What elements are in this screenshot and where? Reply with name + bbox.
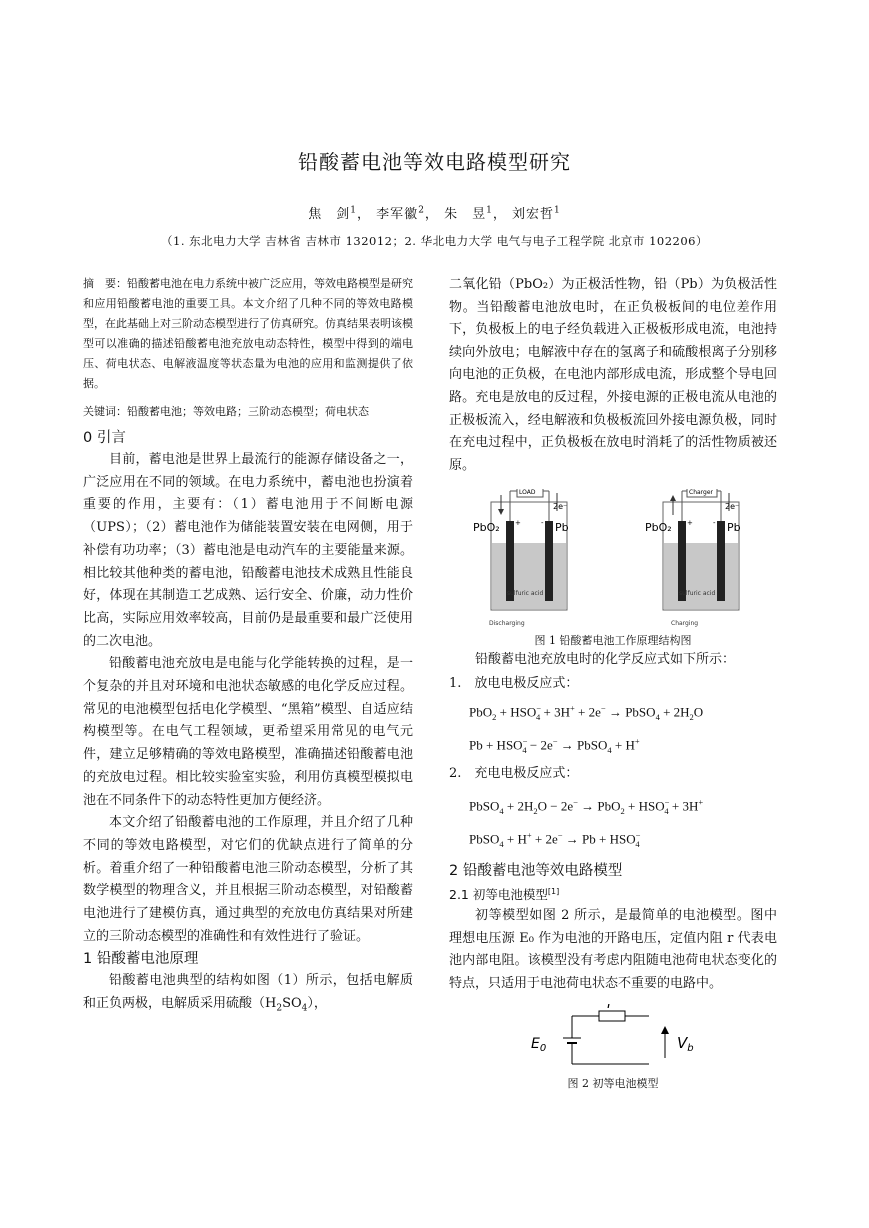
figure-1-caption: 图 1 铅酸蓄电池工作原理结构图 <box>534 634 692 648</box>
subsection-heading-2-1 <box>449 882 777 905</box>
section-heading-intro: 0 引言 <box>83 430 126 446</box>
charging-label: Charging <box>671 620 699 628</box>
figure-2 <box>449 1004 777 1078</box>
section-heading-model: 2 铅酸蓄电池等效电路模型 <box>449 862 623 879</box>
figure-2-caption: 图 2 初等电池模型 <box>567 1076 659 1090</box>
left-column <box>83 274 413 1020</box>
author-name: 朱 昱 <box>444 207 487 222</box>
source-subscript: 0 <box>539 1042 547 1054</box>
source-label <box>531 1036 546 1054</box>
subsection-title: 2.1 初等电池模型 <box>449 886 548 902</box>
electron-label: 2e⁻ <box>553 502 568 512</box>
equation-3: PbSO$_4$ + $2H_2O - 2e^- \to PbO_2 + HSO^-_4 + 3H^+$ <box>469 796 704 816</box>
voltage-label <box>677 1034 694 1054</box>
abstract-label: 摘 要： <box>83 277 127 290</box>
abstract-text: 铅酸蓄电池在电力系统中被广泛应用，等效电路模型是研究和应用铅酸蓄电池的重要工具。本文介绍了几种不同的等效电路模型，在此基础上对三阶动态模型进行了仿真研究。仿真结果表明该模型可以准确的描述铅酸蓄电池充放电动态特性，模型中得到的端电压、荷电状态、电解液温度等状态量为电池的应用和监测提供了依据。 <box>83 277 413 390</box>
principle-paragraph-2: 二氧化铅（PbO₂）为正极活性物，铅（Pb）为负极活性物。当铅酸蓄电池放电时，在正负极板间的电位差作用下，负极板上的电子经负载进入正极板形成电流，电池持续向外放电；电解液中存在的氢离子和硫酸根离子分别移向电池的正负极，在电池内部形成电流，形成整个导电回路。充电是放电的反过程，外接电源的正极电流从电池的正极板流入，经电解液和负极板流回外接电源负极，同时在充电过程中，正负极板在放电时消耗了的活性物质被还原。 <box>449 277 777 473</box>
charger-label: Charger <box>689 489 713 497</box>
author-affil-mark: 1 <box>553 205 561 216</box>
acid-label: sulfuric acid <box>507 590 544 598</box>
keywords-text: 铅酸蓄电池；等效电路；三阶动态模型；荷电状态 <box>127 405 369 418</box>
plus-sign: + <box>515 519 521 528</box>
figure-1 <box>449 489 777 648</box>
pbo2-label: PbO₂ <box>473 521 500 535</box>
resistor-label: r <box>607 1003 613 1012</box>
equation-2: $Pb + HSO^-_4 - 2e^-$ → PbSO$_4$ + H+ <box>469 735 640 755</box>
discharging-cell <box>473 489 569 627</box>
pbo2-label: PbO₂ <box>645 521 672 535</box>
author-affil-mark: 2 <box>418 205 425 216</box>
author-name: 焦 剑 <box>308 207 351 222</box>
voltage-symbol: V <box>677 1033 688 1052</box>
intro-paragraph-3: 本文介绍了铅酸蓄电池的工作原理，并且介绍了几种不同的等效电路模型，对它们的优缺点进行了简单的分析。着重介绍了一种铅酸蓄电池三阶动态模型，分析了其数学模型的物理含义，并且根据三阶动态模型，对铅酸蓄电池进行了建模仿真，通过典型的充放电仿真结果对所建立的三阶动态模型的准确性和有效性进行了验证。 <box>83 815 413 944</box>
section-heading-principle: 1 铅酸蓄电池原理 <box>83 951 199 968</box>
abstract <box>83 274 413 394</box>
keywords <box>83 402 413 421</box>
pb-label: Pb <box>555 521 569 535</box>
principle-text-a: 铅酸蓄电池典型的结构如图（1）所示，包括电解质和正负两极，电解质采用硫酸（H <box>83 973 413 1012</box>
minus-sign: - <box>541 519 544 528</box>
electron-label: 2e⁻ <box>725 502 740 512</box>
acid-label: sulfuric acid <box>679 590 716 598</box>
author-list: 焦 剑$^1$， 李军徽$^2$， 朱 昱$^1$， 刘宏哲$^1$ <box>308 205 561 222</box>
charging-cell <box>645 489 741 627</box>
author-affil-mark: 1 <box>350 205 358 216</box>
figure-2-circuit <box>449 1004 777 1082</box>
load-label: LOAD <box>519 489 536 497</box>
author-affil-mark: 1 <box>486 205 493 216</box>
voltage-subscript: b <box>687 1042 694 1054</box>
equation-1: $PbO_2 + HSO^-_4 + 3H^+ + 2e^-$ → PbSO$_4$ + $2H_2O$ <box>469 703 704 722</box>
reference-mark: [1] <box>547 886 560 896</box>
pb-label: Pb <box>727 521 741 535</box>
source-symbol: E <box>531 1035 540 1052</box>
principle-text-b: ）， <box>307 996 327 1012</box>
minus-sign: - <box>713 519 716 528</box>
affiliation: （1. 东北电力大学 吉林省 吉林市 132012；2. 华北电力大学 电气与电子工程学院 北京市 102206） <box>161 234 708 248</box>
equation-4: PbSO$_4$ + $H^+ + 2e^- \to Pb + HSO^-_4$ <box>469 829 641 849</box>
intro-paragraph-2: 铅酸蓄电池充放电是电能与化学能转换的过程，是一个复杂的并且对环境和电池状态敏感的电化学反应过程。常见的电池模型包括电化学模型、“黑箱”模型、自适应结构模型等。在电气工程领域，更希望采用常见的电气元件，建立足够精确的等效电路模型，准确描述铅酸蓄电池的充放电过程。相比较实验室实验，利用仿真模型模拟电池在不同条件下的动态特性更加方便经济。 <box>83 656 413 808</box>
keywords-label: 关键词： <box>83 405 127 418</box>
charge-label: 2. 充电电极反应式： <box>449 765 579 781</box>
discharging-label: Discharging <box>489 620 525 628</box>
right-column <box>449 274 777 1092</box>
figure-1-diagram <box>449 489 777 629</box>
paper-title: 铅酸蓄电池等效电路模型研究 <box>298 150 571 174</box>
reaction-intro: 铅酸蓄电池充放电时的化学反应式如下所示： <box>475 652 736 668</box>
subsection-2-1-paragraph: 初等模型如图 2 所示，是最简单的电池模型。图中理想电压源 E₀ 作为电池的开路电压，定值内阻 r 代表电池内部电阻。该模型没有考虑内阻随电池荷电状态变化的特点，只适用于电池荷电状态不重要的电路中。 <box>449 907 777 991</box>
discharge-label: 1. 放电电极反应式： <box>449 676 579 692</box>
author-name: 刘宏哲 <box>511 207 554 222</box>
author-name: 李军徽 <box>376 207 419 222</box>
principle-paragraph-1: 铅酸蓄电池典型的结构如图（1）所示，包括电解质和正负两极，电解质采用硫酸$(H_2SO_4)$， <box>83 973 413 1014</box>
intro-paragraph-1: 目前，蓄电池是世界上最流行的能源存储设备之一，广泛应用在不同的领域。在电力系统中，蓄电池也扮演着重要的作用，主要有：（1）蓄电池用于不间断电源（UPS）；（2）蓄电池作为储能装置安装在电网侧，用于补偿有功功率；（3）蓄电池是电动汽车的主要能量来源。相比较其他种类的蓄电池，铅酸蓄电池技术成熟且性能良好，体现在其制造工艺成熟、运行安全、价廉，动力性价比高，实际应用效率较高，目前仍是最重要和最广泛使用的二次电池。 <box>83 452 413 649</box>
plus-sign: + <box>687 519 693 528</box>
